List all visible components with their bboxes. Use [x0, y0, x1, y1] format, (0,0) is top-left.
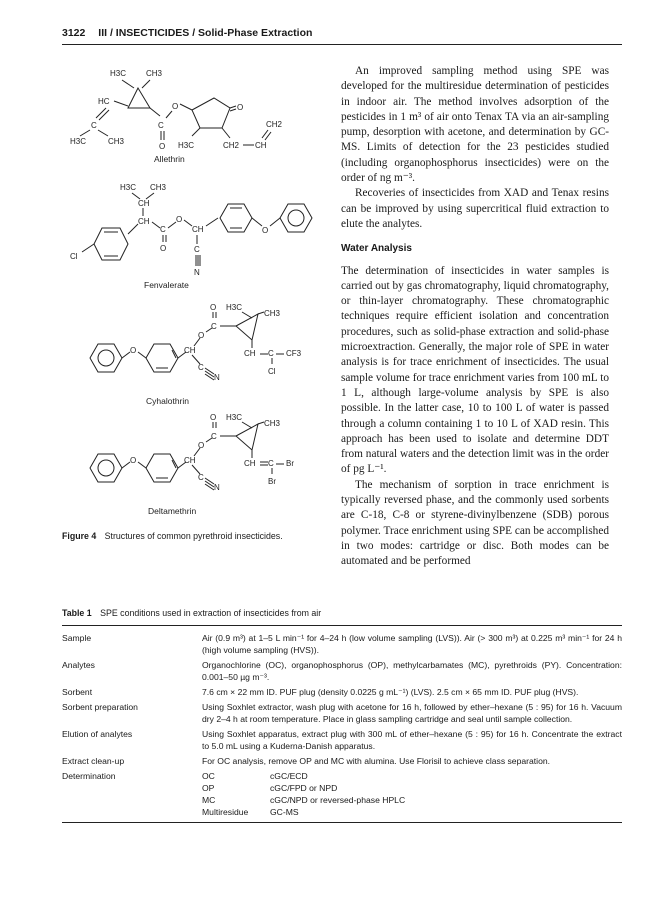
atom-label: C: [194, 245, 200, 254]
atom-label: CH: [138, 199, 150, 208]
atom-label: O: [130, 346, 137, 355]
determination-item: [202, 794, 622, 806]
atom-label: H3C: [226, 413, 243, 422]
row-label: Sample: [62, 633, 92, 643]
atom-label: CH3: [264, 419, 281, 428]
row-label: Determination: [62, 771, 116, 781]
table-label: Table 1: [62, 608, 92, 618]
deltamethrin-structure: [90, 413, 294, 516]
atom-label: O: [237, 103, 244, 112]
header-rule: [62, 44, 622, 45]
determination-item: [202, 782, 622, 794]
atom-label: CH: [184, 456, 196, 465]
figure-caption-text: Structures of common pyrethroid insecticides.: [104, 531, 283, 541]
compound-name: Deltamethrin: [148, 506, 197, 516]
determination-item: [202, 806, 622, 818]
atom-label: C: [198, 363, 204, 372]
analyte-class: OC: [202, 771, 215, 781]
atom-label: C: [158, 121, 164, 130]
running-header: [62, 27, 622, 39]
atom-label: O: [172, 102, 179, 111]
phenoxy-ring: [280, 204, 312, 232]
cyclopropane-ring: [236, 314, 258, 340]
analyte-class: Multiresidue: [202, 807, 249, 817]
atom-label: H3C: [110, 69, 127, 78]
determination-list: [202, 770, 622, 818]
atom-label: N: [214, 373, 220, 382]
atom-label: CH: [244, 349, 256, 358]
chlorophenyl-ring: [94, 228, 128, 260]
atom-label: C: [160, 225, 166, 234]
compound-name: Fenvalerate: [144, 280, 189, 290]
table-row: [62, 659, 622, 683]
method: cGC/NPD or reversed-phase HPLC: [270, 795, 406, 805]
table-row: [62, 755, 622, 767]
analyte-class: OP: [202, 783, 215, 793]
table-caption-text: SPE conditions used in extraction of insecticides from air: [100, 608, 322, 618]
atom-label: H3C: [120, 183, 137, 192]
paragraph: The mechanism of sorption in trace enrichment is typically reversed phase, and the commonly used sorbents are C-18, C-8 or styrene-divinylbenzene (SDB) porous polymer. Trace enrichment using SPE can be accomplished in two modes: cartridge or disc. Both modes can be automated and be performed: [341, 478, 609, 568]
atom-label: O: [210, 413, 217, 422]
atom-label: Cl: [268, 367, 276, 376]
table-row: [62, 770, 622, 818]
table-bottom-rule: [62, 822, 622, 823]
table-caption: [62, 608, 622, 618]
atom-label: C: [268, 349, 274, 358]
atom-label: C: [91, 121, 97, 130]
running-title: III / INSECTICIDES / Solid-Phase Extraction: [98, 27, 313, 39]
paragraph: An improved sampling method using SPE was developed for the multiresidue determination of pesticides in indoor air. The method involves adsorption of the pesticides in 1 m³ of air onto Tenax TA via an air-sampling pump, desorption with acetone, and determination by GC-MS. Limits of detection for the 23 pesticides studied (including organophosphorus insecticides) were on the order of ng m⁻³.: [341, 65, 609, 185]
compound-name: Cyhalothrin: [146, 396, 189, 406]
atom-label: O: [262, 226, 269, 235]
structures-svg: [58, 56, 328, 536]
method: GC-MS: [270, 807, 299, 817]
cyclopentenone-ring: [192, 98, 230, 128]
atom-label: C: [211, 322, 217, 331]
table-top-rule: [62, 625, 622, 626]
atom-label: CH2: [223, 141, 240, 150]
atom-label: Br: [286, 459, 294, 468]
paragraph: Recoveries of insecticides from XAD and Tenax resins can be improved by using supercritical fluid extraction to elute the analytes.: [341, 187, 609, 230]
allethrin-structure: [70, 69, 283, 164]
atom-label: N: [214, 483, 220, 492]
atom-label: Br: [268, 477, 276, 486]
row-label: Extract clean-up: [62, 756, 125, 766]
compound-name: Allethrin: [154, 154, 185, 164]
atom-label: CH3: [146, 69, 163, 78]
figure-caption: [62, 531, 332, 541]
atom-label: O: [159, 142, 166, 151]
atom-label: C: [198, 473, 204, 482]
row-value: Using Soxhlet extractor, wash plug with acetone for 16 h, followed by ether–hexane (5 : 95) for 16 h. Vacuum dry 2–4 h at room temperature. Place in glass sampling cartridge and seal until sample collection.: [202, 702, 622, 724]
section-heading: Water Analysis: [341, 243, 412, 255]
row-label: Elution of analytes: [62, 729, 133, 739]
table-row: [62, 632, 622, 656]
row-value: 7.6 cm × 22 mm ID. PUF plug (density 0.0225 g mL⁻¹) (LVS). 2.5 cm × 65 mm ID. PUF plug (HVS).: [202, 687, 579, 697]
atom-label: O: [160, 244, 167, 253]
row-value: Using Soxhlet apparatus, extract plug with 300 mL of ether–hexane (5 : 95) for 16 h. Concentrate the extract to 5.0 mL using a Kuderna-Danish apparatus.: [202, 729, 622, 751]
atom-label: O: [210, 303, 217, 312]
analyte-class: MC: [202, 795, 216, 805]
phenoxy-ring: [90, 454, 122, 482]
page-number: 3122: [62, 27, 86, 39]
fenvalerate-structure: [70, 183, 312, 290]
atom-label: CH: [184, 346, 196, 355]
atom-label: O: [176, 215, 183, 224]
atom-label: HC: [98, 97, 110, 106]
row-label: Sorbent preparation: [62, 702, 138, 712]
atom-label: O: [198, 331, 205, 340]
atom-label: N: [194, 268, 200, 277]
atom-label: CH: [138, 217, 150, 226]
atom-label: CH: [244, 459, 256, 468]
cyclopropane-ring: [128, 88, 150, 108]
atom-label: CH: [255, 141, 267, 150]
row-value: Organochlorine (OC), organophosphorus (OP), methylcarbamates (MC), pyrethroids (PY). Concentration: 0.001–50 µg m⁻³.: [202, 660, 622, 682]
row-label: Analytes: [62, 660, 95, 670]
method: cGC/ECD: [270, 771, 308, 781]
cyhalothrin-structure: [90, 303, 302, 406]
determination-item: [202, 770, 622, 782]
method: cGC/FPD or NPD: [270, 783, 338, 793]
phenoxy-ring: [90, 344, 122, 372]
atom-label: CH3: [108, 137, 125, 146]
atom-label: O: [198, 441, 205, 450]
atom-label: O: [130, 456, 137, 465]
cyclopropane-ring: [236, 424, 258, 450]
atom-label: CH3: [264, 309, 281, 318]
atom-label: CH2: [266, 120, 283, 129]
atom-label: CF3: [286, 349, 302, 358]
atom-label: CH: [192, 225, 204, 234]
atom-label: CH3: [150, 183, 167, 192]
figure-label: Figure 4: [62, 531, 97, 541]
row-value: For OC analysis, remove OP and MC with alumina. Use Florisil to achieve class separation.: [202, 756, 551, 766]
row-label: Sorbent: [62, 687, 93, 697]
atom-label: C: [211, 432, 217, 441]
body-text-column: [341, 64, 609, 570]
atom-label: H3C: [178, 141, 195, 150]
paragraph: The determination of insecticides in water samples is carried out by gas chromatography, liquid chromatography, or thin-layer chromatography. These chromatographic techniques require efficient isolation and concentration procedures, such as solid-phase extraction and solid-phase microextraction. Generally, the major role of SPE in water analysis is for trace enrichment of insecticides. The usual sample volume for trace enrichment varies from 100 mL to 1 L, although large-volume analysis by SPE is also possible. In the latter case, 10 to 100 L of water is passed through a column containing 1 to 10 L of XAD resin. This approach has been used to isolate and determine DDT from natural waters and the detection limit was in the order of pg L⁻¹.: [341, 264, 609, 476]
row-value: Air (0.9 m³) at 1–5 L min⁻¹ for 4–24 h (low volume sampling (LVS)). Air (> 300 m³) at 0.225 m³ min⁻¹ for 24 h (high volume sampling (HVS)).: [202, 633, 622, 655]
atom-label: H3C: [70, 137, 87, 146]
table-spe-conditions: [62, 632, 622, 821]
atom-label: C: [268, 459, 274, 468]
table-row: [62, 686, 622, 698]
atom-label: H3C: [226, 303, 243, 312]
atom-label: Cl: [70, 252, 78, 261]
figure-structures: [58, 56, 328, 536]
table-row: [62, 728, 622, 752]
table-row: [62, 701, 622, 725]
